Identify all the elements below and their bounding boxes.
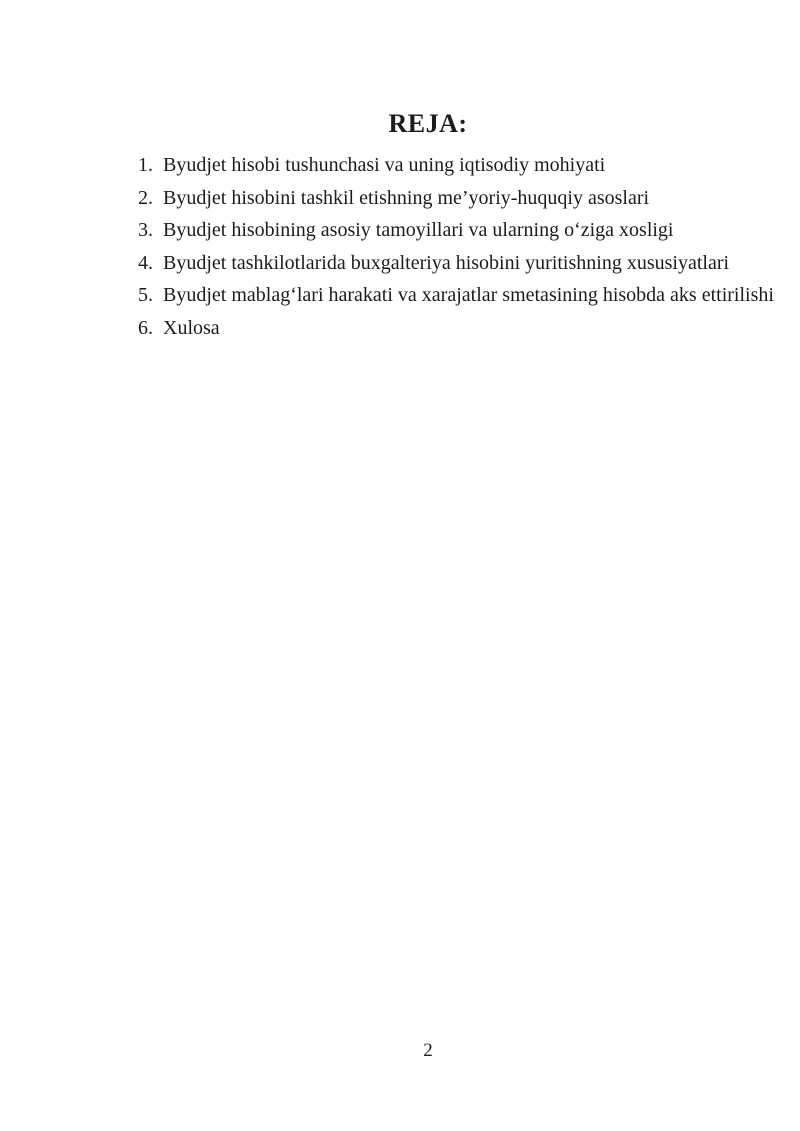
list-item-text: Byudjet mablag‘lari harakati va xarajatlar smetasining hisobda aks ettirilishi (163, 284, 774, 306)
page-number: 2 (423, 1040, 433, 1061)
list-item (104, 149, 752, 182)
page-content (104, 108, 774, 344)
list-item (104, 182, 752, 215)
list-item-text: Byudjet hisobini tashkil etishning me’yoriy-huquqiy asoslari (163, 186, 650, 209)
list-item-text: Byudjet hisobining asosiy tamoyillari va ularning o‘ziga xosligi (163, 219, 674, 241)
list-item-text: Byudjet hisobi tushunchasi va uning iqtisodiy mohiyati (163, 154, 606, 176)
list-item (104, 247, 752, 280)
list-item-number: 5. (138, 284, 153, 306)
list-item-text: Xulosa (163, 316, 220, 339)
plan-list (104, 149, 774, 344)
list-item-number: 1. (138, 154, 153, 176)
list-item-text: Byudjet tashkilotlarida buxgalteriya hisobini yuritishning xususiyatlari (163, 251, 730, 274)
list-item-number: 2. (138, 186, 153, 209)
page-title: REJA: (388, 109, 468, 138)
list-item-number: 4. (138, 251, 153, 274)
list-item (104, 279, 774, 312)
list-item-number: 3. (138, 219, 153, 241)
list-item (104, 312, 752, 345)
list-item (104, 214, 752, 247)
list-item-number: 6. (138, 316, 153, 339)
